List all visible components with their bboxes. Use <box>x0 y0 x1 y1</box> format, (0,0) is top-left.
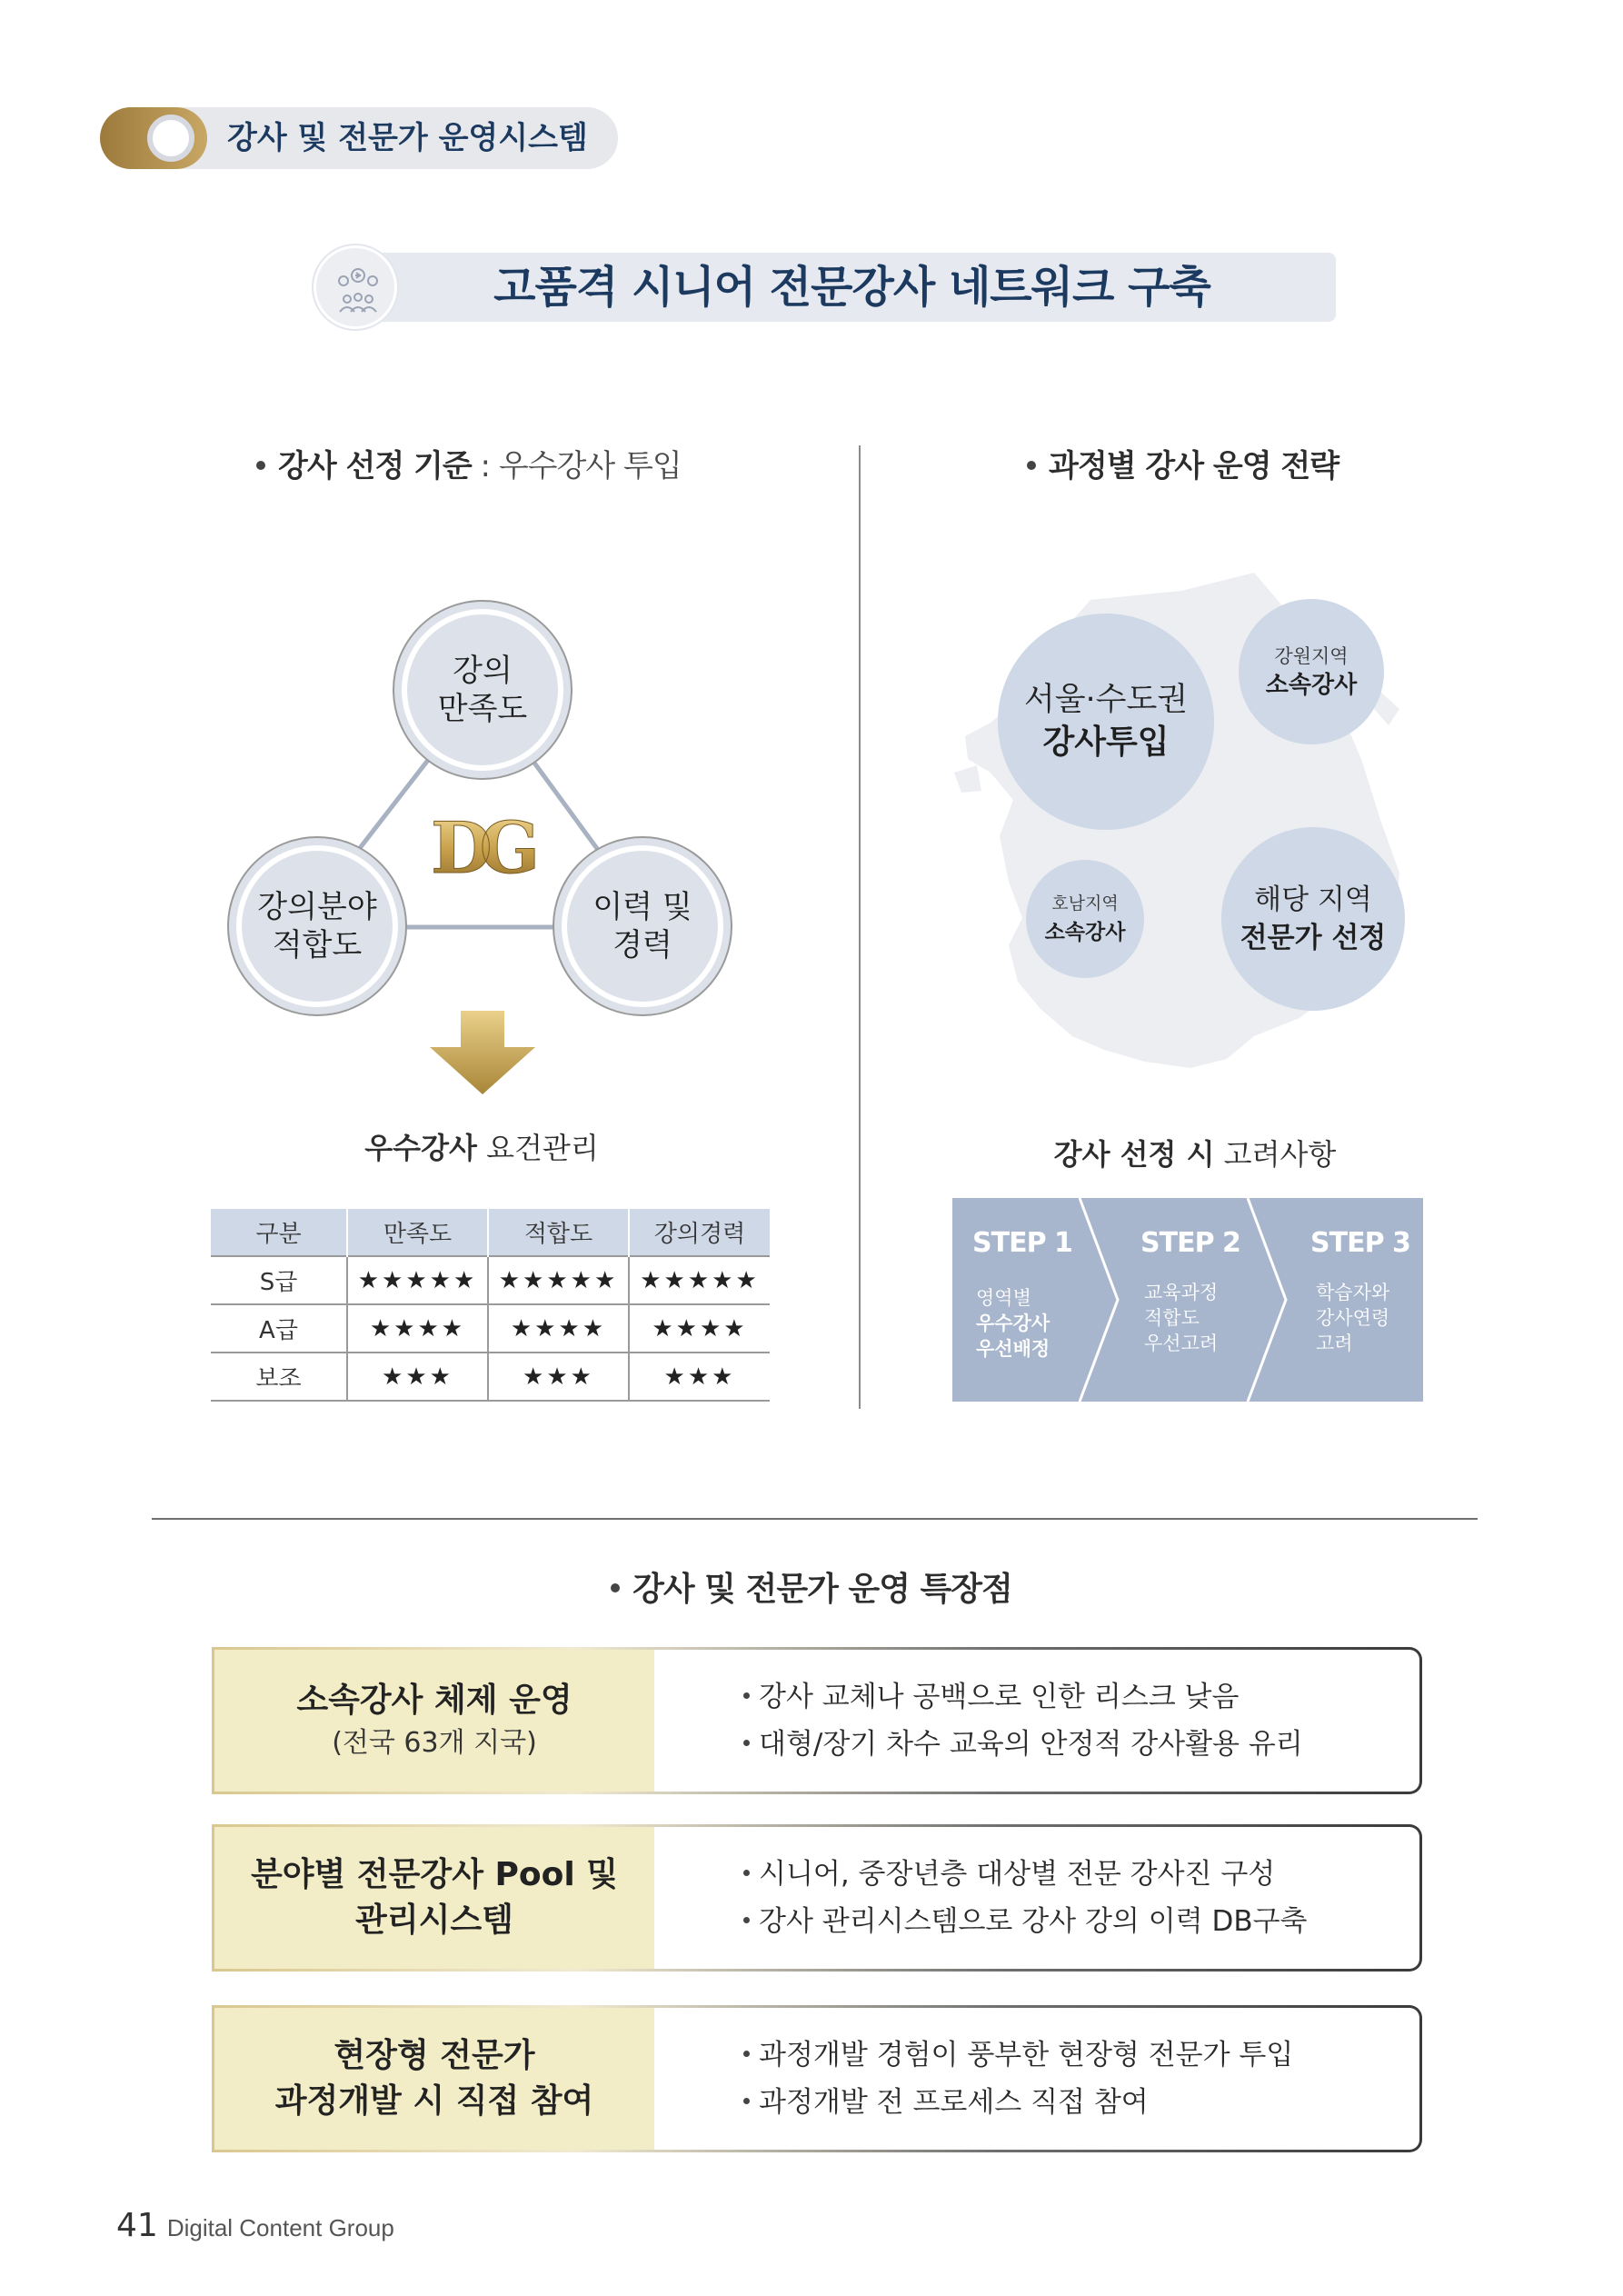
feature-point-text: 과정개발 경험이 풍부한 현장형 전문가 투입 <box>759 2039 1294 2071</box>
step-1-desc-line3: 우선배정 <box>976 1338 1050 1360</box>
table-header-cell: 구분 <box>211 1209 347 1256</box>
section-tag-ring-icon <box>147 115 194 162</box>
table-cell-stars: ★★★★★ <box>488 1256 629 1304</box>
main-banner <box>314 251 1336 324</box>
seoul-region-line2: 강사투입 <box>1042 724 1170 761</box>
step-3-desc <box>1316 1280 1389 1356</box>
feature-point-text: 과정개발 전 프로세스 직접 참여 <box>759 2086 1149 2119</box>
feature-title: 현장형 전문가 과정개발 시 직접 참여 <box>274 2037 594 2120</box>
right-heading-text: 과정별 강사 운영 전략 <box>1049 448 1339 484</box>
requirements-title-bold: 우수강사 <box>364 1131 477 1165</box>
feature-point <box>743 1851 1308 1898</box>
bullet-dot <box>743 1870 750 1876</box>
page-footer <box>116 2207 394 2244</box>
step-2 <box>1120 1198 1257 1402</box>
table-header-cell: 만족도 <box>347 1209 488 1256</box>
table-cell-grade: A급 <box>211 1304 347 1353</box>
table-header-row <box>211 1209 770 1256</box>
step-1-label: STEP 1 <box>972 1227 1072 1259</box>
table-cell-stars: ★★★★ <box>488 1304 629 1353</box>
criteria-career-node <box>553 836 732 1016</box>
feature-points <box>743 1647 1303 1794</box>
table-row <box>211 1353 770 1401</box>
local-region-line1: 해당 지역 <box>1254 883 1372 916</box>
dg-logo <box>427 807 540 887</box>
step-1-desc-line2: 우수강사 <box>976 1313 1050 1334</box>
requirements-title <box>209 1125 754 1167</box>
feature-card-title-box <box>214 1650 654 1792</box>
footer-group-name: Digital Content Group <box>166 2214 394 2241</box>
bullet-dot <box>743 1740 750 1746</box>
bullet-dot <box>743 1917 750 1923</box>
table-row <box>211 1256 770 1304</box>
consider-title-rest: 고려사항 <box>1214 1137 1337 1172</box>
feature-card <box>212 2005 1422 2152</box>
down-arrow-icon <box>430 1011 535 1094</box>
left-heading-bold: 강사 선정 기준 <box>278 448 472 484</box>
table-header-cell: 적합도 <box>488 1209 629 1256</box>
feature-card <box>212 1647 1422 1794</box>
feature-subtitle: (전국 63개 지국) <box>332 1727 537 1759</box>
left-heading-light: : 우수강사 투입 <box>471 448 682 484</box>
step-3 <box>1289 1198 1423 1402</box>
consider-title <box>954 1132 1436 1173</box>
step-1-desc <box>976 1285 1050 1362</box>
feature-point <box>743 1721 1303 1768</box>
step-2-desc-line2: 적합도 <box>1144 1307 1200 1329</box>
section-tag <box>100 107 618 169</box>
step-2-label: STEP 2 <box>1140 1227 1240 1259</box>
features-title <box>0 1563 1623 1610</box>
criteria-career-label: 이력 및 경력 <box>592 889 692 963</box>
step-1-desc-line1: 영역별 <box>976 1287 1031 1309</box>
table-cell-grade: S급 <box>211 1256 347 1304</box>
step-2-desc <box>1144 1280 1218 1356</box>
page-number: 41 <box>116 2207 158 2244</box>
criteria-field-fit-label: 강의분야 적합도 <box>257 889 377 963</box>
bullet-dot <box>256 461 265 470</box>
step-3-desc-line1: 학습자와 <box>1316 1282 1390 1303</box>
local-region-circle <box>1221 827 1405 1011</box>
step-3-desc-line3: 고려 <box>1316 1333 1353 1354</box>
bullet-dot <box>743 2098 750 2104</box>
bullet-dot <box>611 1583 620 1592</box>
requirements-title-rest: 요건관리 <box>476 1131 599 1165</box>
section-divider <box>152 1518 1478 1520</box>
feature-point-text: 강사 관리시스템으로 강사 강의 이력 DB구축 <box>759 1905 1308 1938</box>
criteria-satisfaction-label: 강의 만족도 <box>437 653 528 727</box>
feature-card-title-box <box>214 2008 654 2150</box>
table-cell-stars: ★★★ <box>629 1353 770 1401</box>
seoul-region-circle <box>998 614 1214 830</box>
dg-logo-text: DG <box>431 807 528 887</box>
table-cell-stars: ★★★★ <box>629 1304 770 1353</box>
seoul-region-line1: 서울·수도권 <box>1023 682 1189 718</box>
left-heading <box>256 441 682 485</box>
honam-region-line2: 소속강사 <box>1044 921 1126 944</box>
table-cell-stars: ★★★★ <box>347 1304 488 1353</box>
table-cell-stars: ★★★ <box>488 1353 629 1401</box>
step-process-panel <box>952 1198 1423 1402</box>
feature-point <box>743 2031 1293 2079</box>
table-cell-grade: 보조 <box>211 1353 347 1401</box>
gangwon-region-line1: 강원지역 <box>1274 645 1349 667</box>
section-tag-label: 강사 및 전문가 운영시스템 <box>227 120 588 156</box>
local-region-line2: 전문가 선정 <box>1240 922 1387 954</box>
step-3-label: STEP 3 <box>1310 1227 1410 1259</box>
feature-point-text: 대형/장기 차수 교육의 안정적 강사활용 유리 <box>759 1728 1303 1761</box>
table-cell-stars: ★★★★★ <box>347 1256 488 1304</box>
right-heading <box>1027 441 1339 485</box>
feature-point <box>743 1898 1308 1945</box>
feature-title: 분야별 전문강사 Pool 및 관리시스템 <box>251 1856 618 1939</box>
feature-point-text: 강사 교체나 공백으로 인한 리스크 낮음 <box>759 1681 1240 1713</box>
criteria-field-fit-node <box>227 836 407 1016</box>
feature-point <box>743 1673 1303 1721</box>
step-2-desc-line3: 우선고려 <box>1144 1333 1219 1354</box>
gangwon-region-line2: 소속강사 <box>1265 672 1358 699</box>
step-1 <box>952 1198 1089 1402</box>
step-2-desc-line1: 교육과정 <box>1144 1282 1219 1303</box>
table-row <box>211 1304 770 1353</box>
table-header-cell: 강의경력 <box>629 1209 770 1256</box>
table-cell-stars: ★★★ <box>347 1353 488 1401</box>
consider-title-bold: 강사 선정 시 <box>1053 1137 1215 1172</box>
gangwon-region-circle <box>1239 599 1384 744</box>
honam-region-circle <box>1026 860 1144 978</box>
feature-title: 소속강사 체제 운영 <box>296 1682 573 1719</box>
step-3-desc-line2: 강사연령 <box>1316 1307 1390 1329</box>
bullet-dot <box>743 1692 750 1699</box>
criteria-satisfaction-node <box>393 600 573 780</box>
column-divider <box>859 445 861 1409</box>
table-cell-stars: ★★★★★ <box>629 1256 770 1304</box>
requirements-table <box>211 1209 770 1402</box>
bullet-dot <box>1027 461 1036 470</box>
feature-card-title-box <box>214 1827 654 1969</box>
feature-point <box>743 2079 1293 2126</box>
features-title-text: 강사 및 전문가 운영 특장점 <box>632 1571 1012 1608</box>
feature-point-text: 시니어, 중장년층 대상별 전문 강사진 구성 <box>759 1858 1276 1891</box>
banner-title: 고품격 시니어 전문강사 네트워크 구축 <box>493 262 1210 313</box>
feature-card <box>212 1824 1422 1972</box>
bullet-dot <box>743 2051 750 2057</box>
feature-points <box>743 1824 1308 1972</box>
honam-region-line1: 호남지역 <box>1051 893 1119 913</box>
feature-points <box>743 2005 1293 2152</box>
